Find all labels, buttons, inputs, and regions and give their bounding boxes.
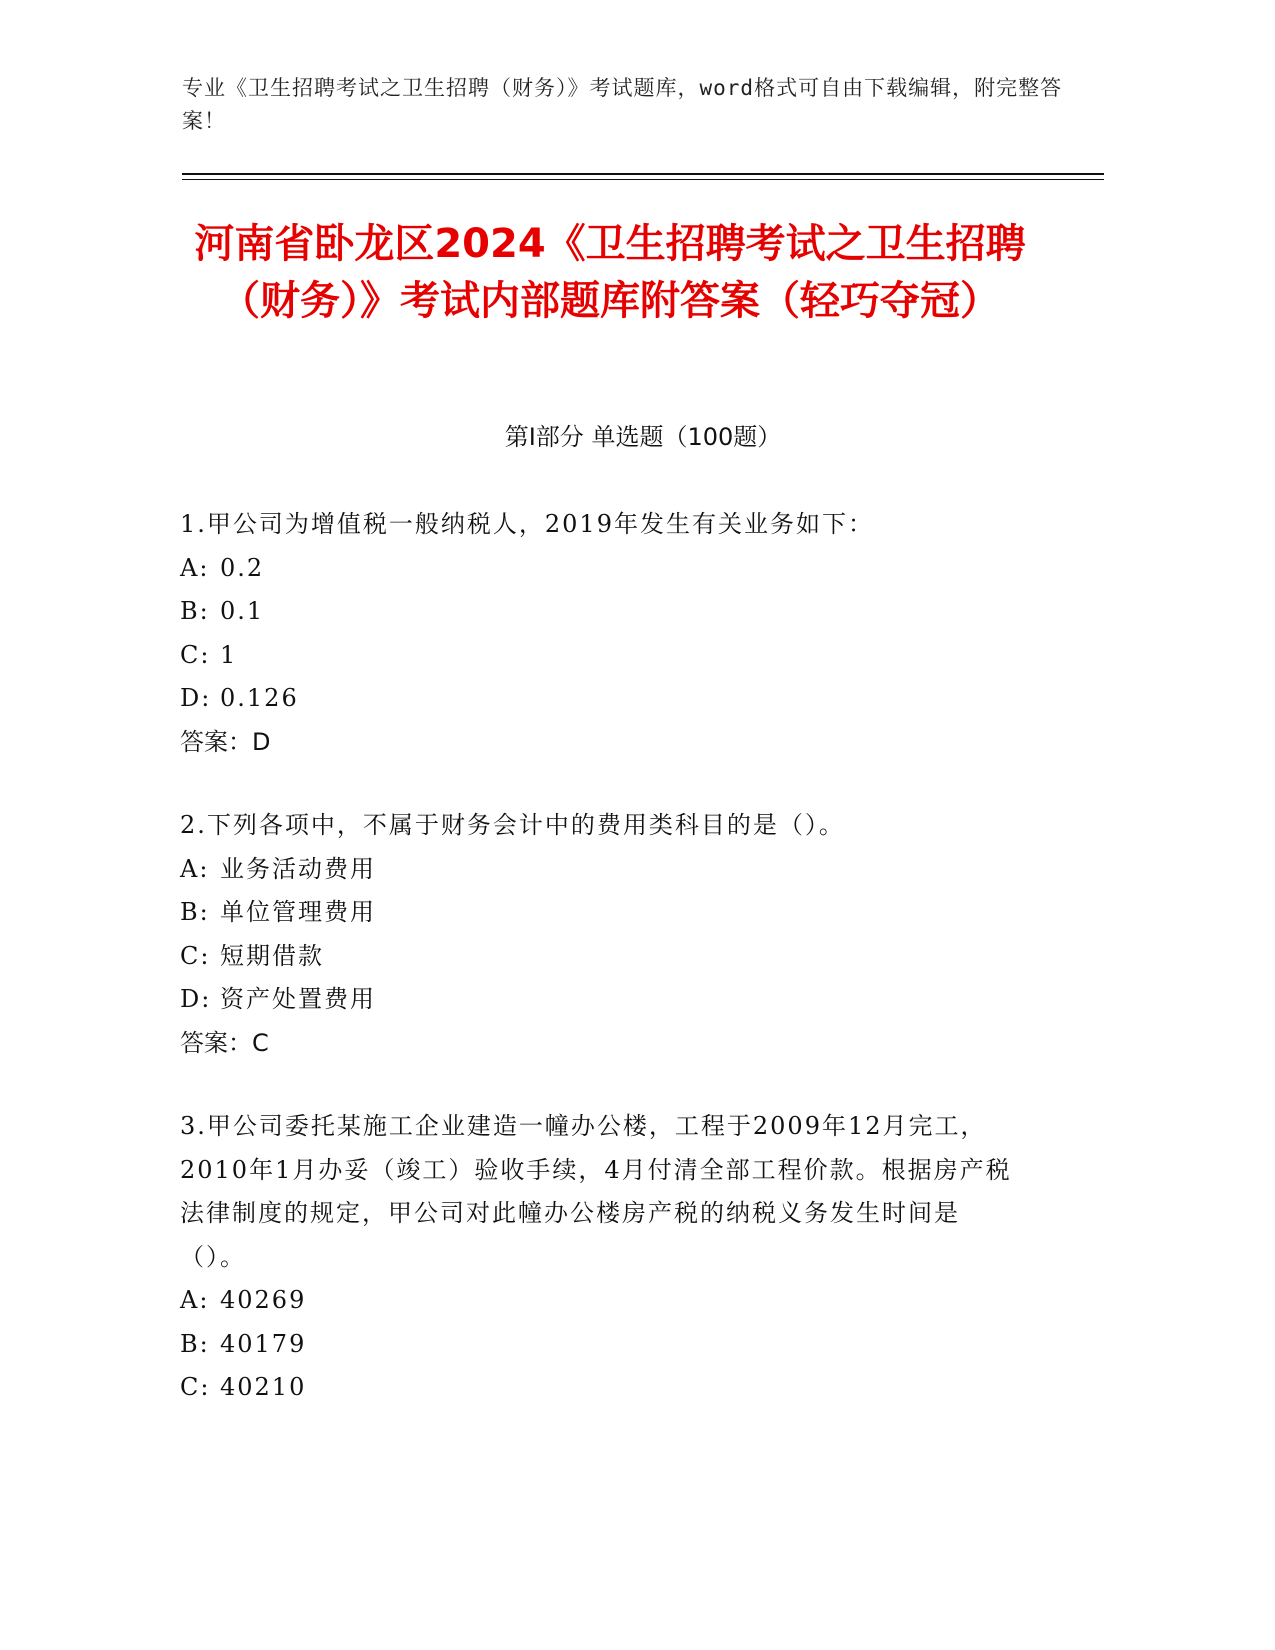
answer-option bbox=[180, 978, 1020, 1022]
section-heading: 第Ⅰ部分 单选题（100题） bbox=[504, 423, 782, 451]
question-stem: 3.甲公司委托某施工企业建造一幢办公楼，工程于2009年12月完工，2010年1月办妥（竣工）验收手续，4月付清全部工程价款。根据房产税法律制度的规定，甲公司对此幢办公楼房产税的纳税义务发生时间是（）。 bbox=[180, 1112, 1012, 1271]
option-letter: B: bbox=[180, 898, 210, 926]
option-text: 40210 bbox=[220, 1373, 307, 1401]
option-text: 0.2 bbox=[220, 553, 265, 582]
option-letter: C: bbox=[180, 1373, 211, 1401]
answer-option bbox=[180, 1279, 1020, 1323]
option-letter: A: bbox=[180, 854, 210, 883]
option-text: 业务活动费用 bbox=[220, 854, 376, 883]
header-note: 专业《卫生招聘考试之卫生招聘（财务）》考试题库，word格式可自由下载编辑，附完整答案！ bbox=[182, 76, 1063, 133]
option-letter: B: bbox=[180, 597, 210, 625]
question-stem: 1.甲公司为增值税一般纳税人，2019年发生有关业务如下： bbox=[180, 510, 874, 538]
document-title: 河南省卧龙区2024《卫生招聘考试之卫生招聘（财务）》考试内部题库附答案（轻巧夺冠） bbox=[194, 221, 1026, 324]
answer-key: 答案：D bbox=[180, 727, 271, 756]
option-text: 短期借款 bbox=[220, 941, 324, 970]
answer-option bbox=[180, 891, 1020, 935]
question-stem: 2.下列各项中，不属于财务会计中的费用类科目的是（）。 bbox=[180, 811, 845, 839]
answer-option bbox=[180, 590, 1020, 634]
answer-option bbox=[180, 935, 1020, 979]
answer-option bbox=[180, 1323, 1020, 1367]
option-text: 0.126 bbox=[220, 684, 299, 712]
option-text: 1 bbox=[220, 640, 238, 669]
question-block bbox=[180, 804, 1020, 1065]
question-block bbox=[180, 503, 1020, 764]
option-letter: D: bbox=[180, 985, 212, 1013]
option-letter: B: bbox=[180, 1329, 210, 1358]
answer-option bbox=[180, 677, 1020, 721]
option-letter: C: bbox=[180, 640, 211, 669]
header-divider-thick bbox=[182, 173, 1104, 175]
answer-option bbox=[180, 634, 1020, 678]
header-divider-thin bbox=[182, 179, 1104, 180]
option-text: 0.1 bbox=[220, 597, 265, 625]
option-text: 单位管理费用 bbox=[220, 898, 376, 926]
answer-option bbox=[180, 848, 1020, 892]
option-text: 资产处置费用 bbox=[220, 985, 376, 1013]
option-text: 40269 bbox=[220, 1286, 307, 1314]
option-letter: C: bbox=[180, 941, 211, 970]
option-letter: D: bbox=[180, 684, 212, 712]
question-block bbox=[180, 1105, 1020, 1410]
question-list bbox=[180, 503, 1020, 1450]
option-text: 40179 bbox=[220, 1329, 307, 1358]
option-letter: A: bbox=[180, 1286, 210, 1314]
answer-key: 答案：C bbox=[180, 1028, 269, 1057]
answer-option bbox=[180, 1366, 1020, 1410]
answer-option bbox=[180, 547, 1020, 591]
option-letter: A: bbox=[180, 553, 210, 582]
